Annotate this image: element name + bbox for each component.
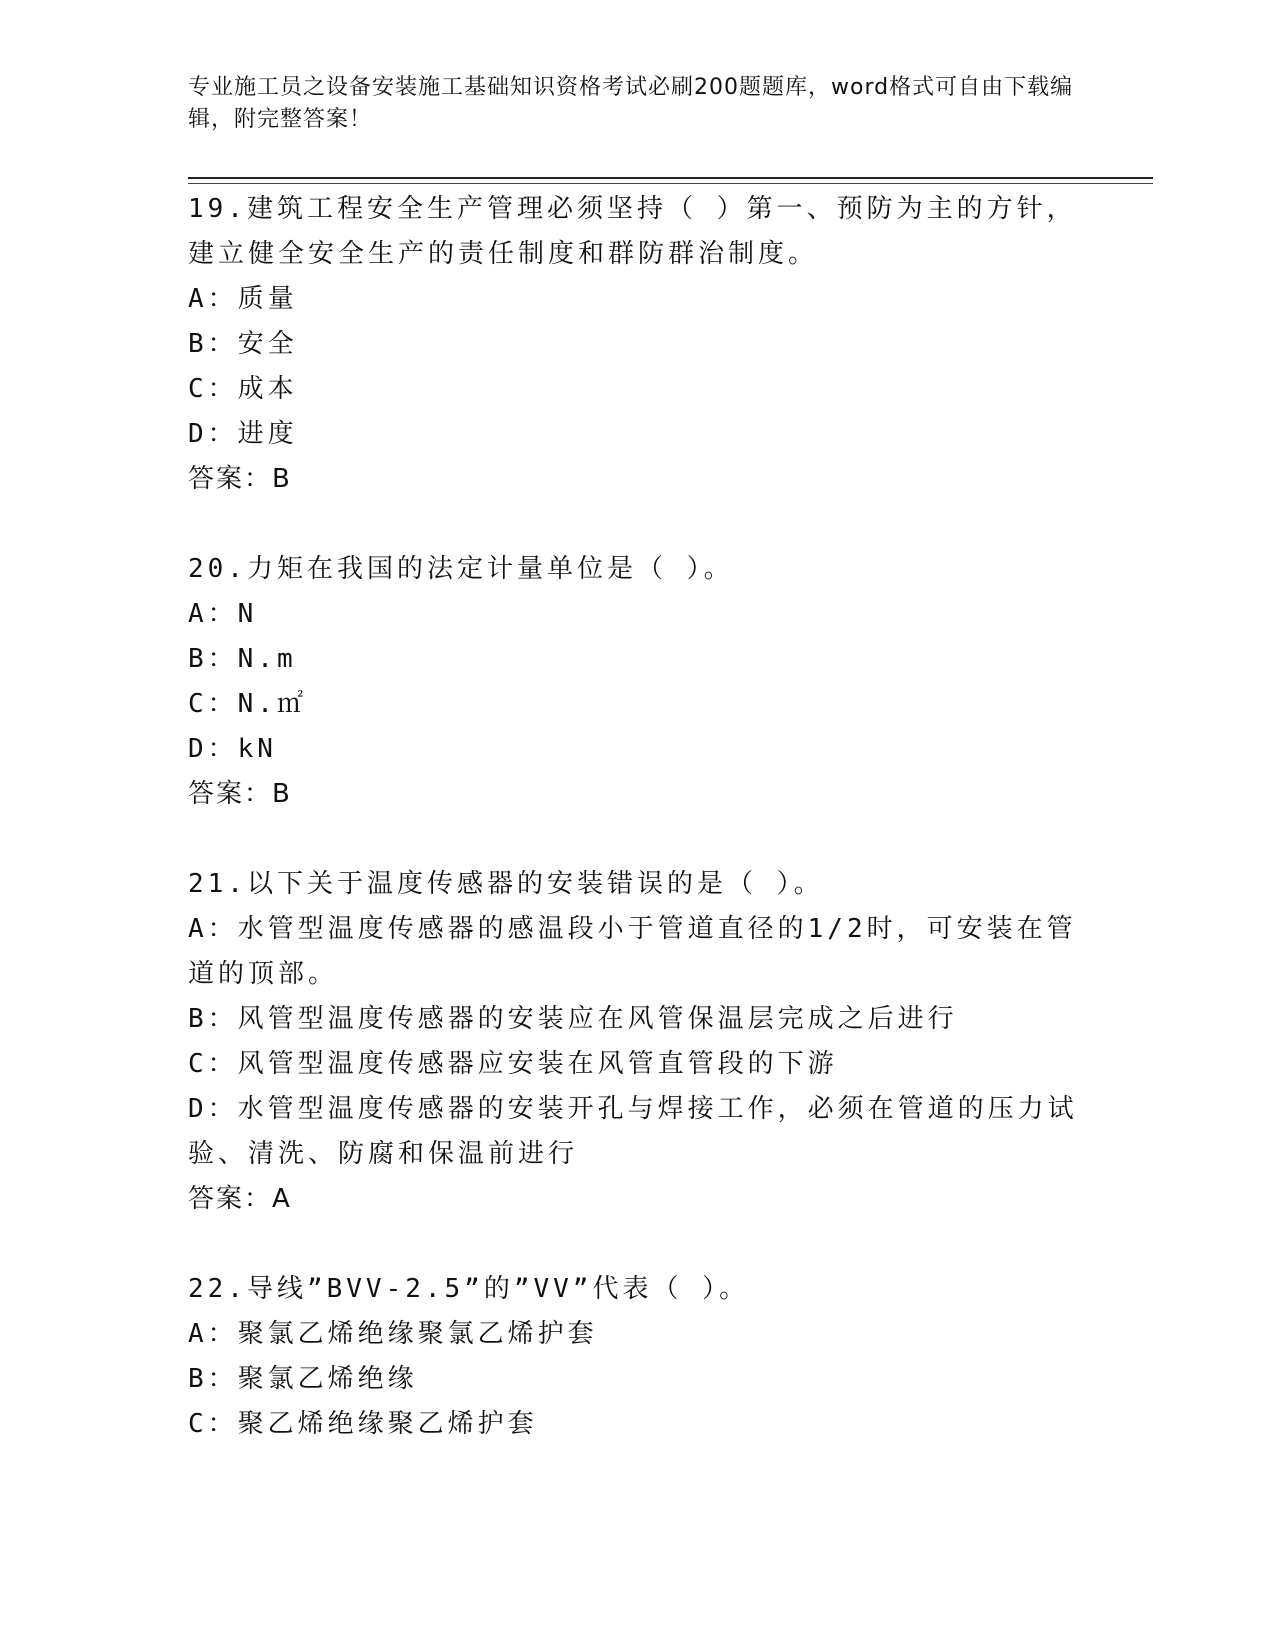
option-a: A：质量 [188,284,298,314]
option-c: C：N.㎡ [188,689,307,719]
option-c: C：风管型温度传感器应安装在风管直管段的下游 [188,1049,838,1079]
document-header: 专业施工员之设备安装施工基础知识资格考试必刷200题题库，word格式可自由下载编辑，附完整答案！ [188,75,1074,132]
option-a: A：水管型温度传感器的感温段小于管道直径的1/2时，可安装在管道的顶部。 [188,914,1077,989]
question-21 [188,862,1088,1222]
option-d: D：kN [188,734,277,764]
question-stem: 21.以下关于温度传感器的安装错误的是（ ）。 [188,869,824,899]
answer-line: 答案：A [188,1184,292,1214]
option-c: C：聚乙烯绝缘聚乙烯护套 [188,1409,538,1439]
header-divider-thin [188,183,1153,184]
question-22 [188,1267,1088,1447]
header-divider-thick [188,177,1153,179]
option-a: A：聚氯乙烯绝缘聚氯乙烯护套 [188,1319,598,1349]
question-stem: 19.建筑工程安全生产管理必须坚持（ ）第一、预防为主的方针，建立健全安全生产的责任制度和群防群治制度。 [188,194,1077,269]
option-b: B：N.m [188,644,297,674]
question-list [188,187,1088,1492]
option-c: C：成本 [188,374,298,404]
answer-line: 答案：B [188,779,292,809]
option-d: D：进度 [188,419,298,449]
option-b: B：安全 [188,329,298,359]
option-b: B：聚氯乙烯绝缘 [188,1364,418,1394]
option-a: A：N [188,599,258,629]
option-d: D：水管型温度传感器的安装开孔与焊接工作，必须在管道的压力试验、清洗、防腐和保温前进行 [188,1094,1078,1169]
answer-line: 答案：B [188,464,292,494]
option-b: B：风管型温度传感器的安装应在风管保温层完成之后进行 [188,1004,958,1034]
question-19 [188,187,1088,502]
question-stem: 22.导线”BVV-2.5”的”VV”代表（ ）。 [188,1274,750,1304]
question-20 [188,547,1088,817]
question-stem: 20.力矩在我国的法定计量单位是（ ）。 [188,554,734,584]
